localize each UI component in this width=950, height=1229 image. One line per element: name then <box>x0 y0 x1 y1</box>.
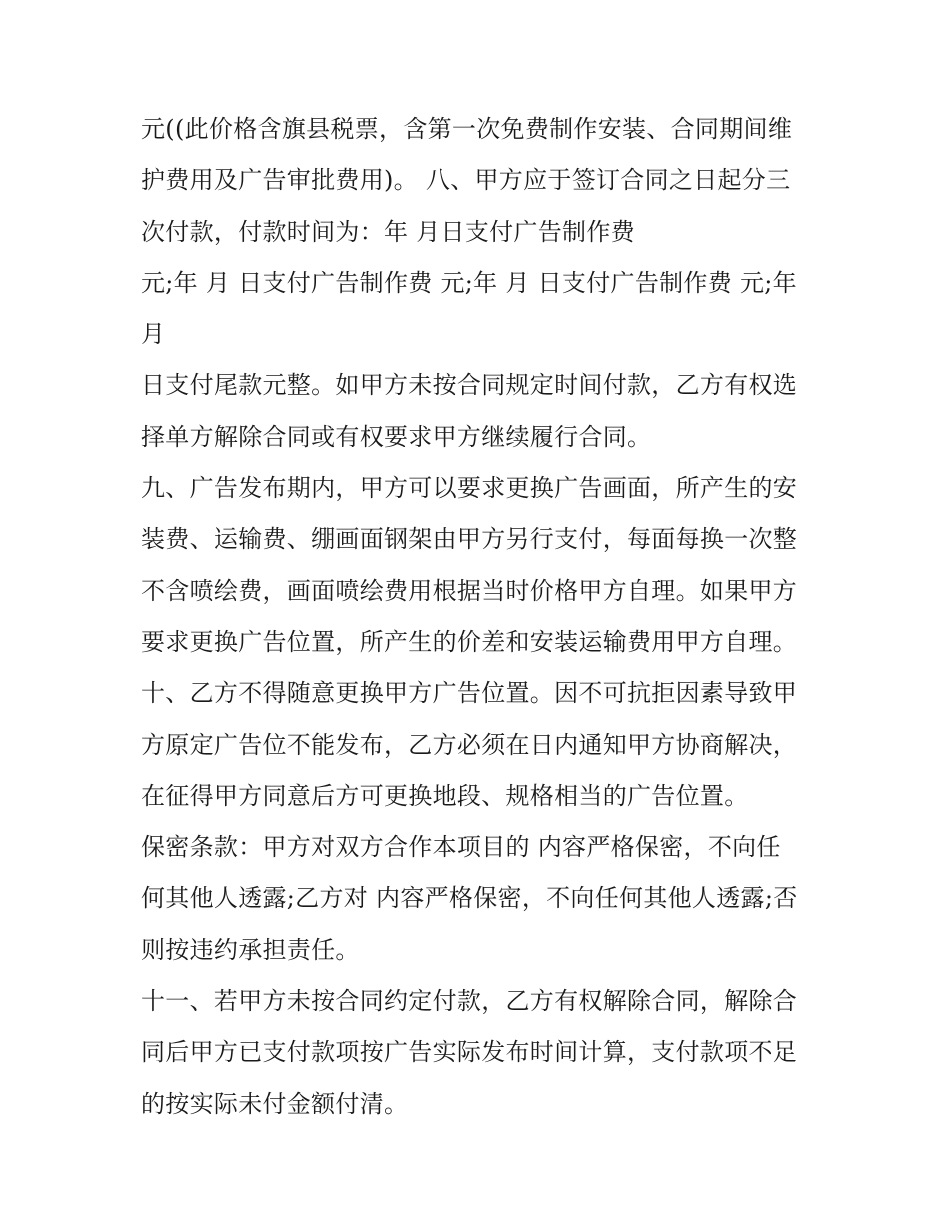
text-line: 元;年 月 日支付广告制作费 元;年 月 日支付广告制作费 元;年 <box>141 268 797 297</box>
text-line: 月 <box>141 320 166 349</box>
text-line: 要求更换广告位置，所产生的价差和安装运输费用甲方自理。 <box>141 627 798 656</box>
text-line: 装费、运输费、绷画面钢架由甲方另行支付，每面每换一次整 <box>141 525 798 554</box>
text-line: 次付款，付款时间为：年 月日支付广告制作费 <box>141 217 635 246</box>
text-line: 十、乙方不得随意更换甲方广告位置。因不可抗拒因素导致甲 <box>141 679 798 708</box>
text-line: 保密条款：甲方对双方合作本项目的 内容严格保密，不向任 <box>141 833 781 862</box>
text-line: 九、广告发布期内，甲方可以要求更换广告画面，所产生的安 <box>141 474 798 503</box>
text-line: 在征得甲方同意后方可更换地段、规格相当的广告位置。 <box>141 781 749 810</box>
text-line: 十一、若甲方未按合同约定付款，乙方有权解除合同，解除合 <box>141 987 798 1016</box>
text-line: 元((此价格含旗县税票，含第一次免费制作安装、合同期间维 <box>141 115 793 143</box>
text-line: 何其他人透露;乙方对 内容严格保密，不向任何其他人透露;否 <box>141 884 798 913</box>
text-line: 的按实际未付金额付清。 <box>141 1089 409 1118</box>
text-line: 日支付尾款元整。如甲方未按合同规定时间付款，乙方有权选 <box>141 371 798 400</box>
text-line: 择单方解除合同或有权要求甲方继续履行合同。 <box>141 422 652 451</box>
text-line: 方原定广告位不能发布，乙方必须在日内通知甲方协商解决， <box>141 730 798 759</box>
text-line: 则按违约承担责任。 <box>141 935 360 964</box>
text-line: 不含喷绘费，画面喷绘费用根据当时价格甲方自理。如果甲方 <box>141 576 798 605</box>
text-line: 同后甲方已支付款项按广告实际发布时间计算，支付款项不足 <box>141 1038 798 1067</box>
contract-text <box>141 104 821 1130</box>
text-line: 护费用及广告审批费用)。 八、甲方应于签订合同之日起分三 <box>141 166 791 195</box>
